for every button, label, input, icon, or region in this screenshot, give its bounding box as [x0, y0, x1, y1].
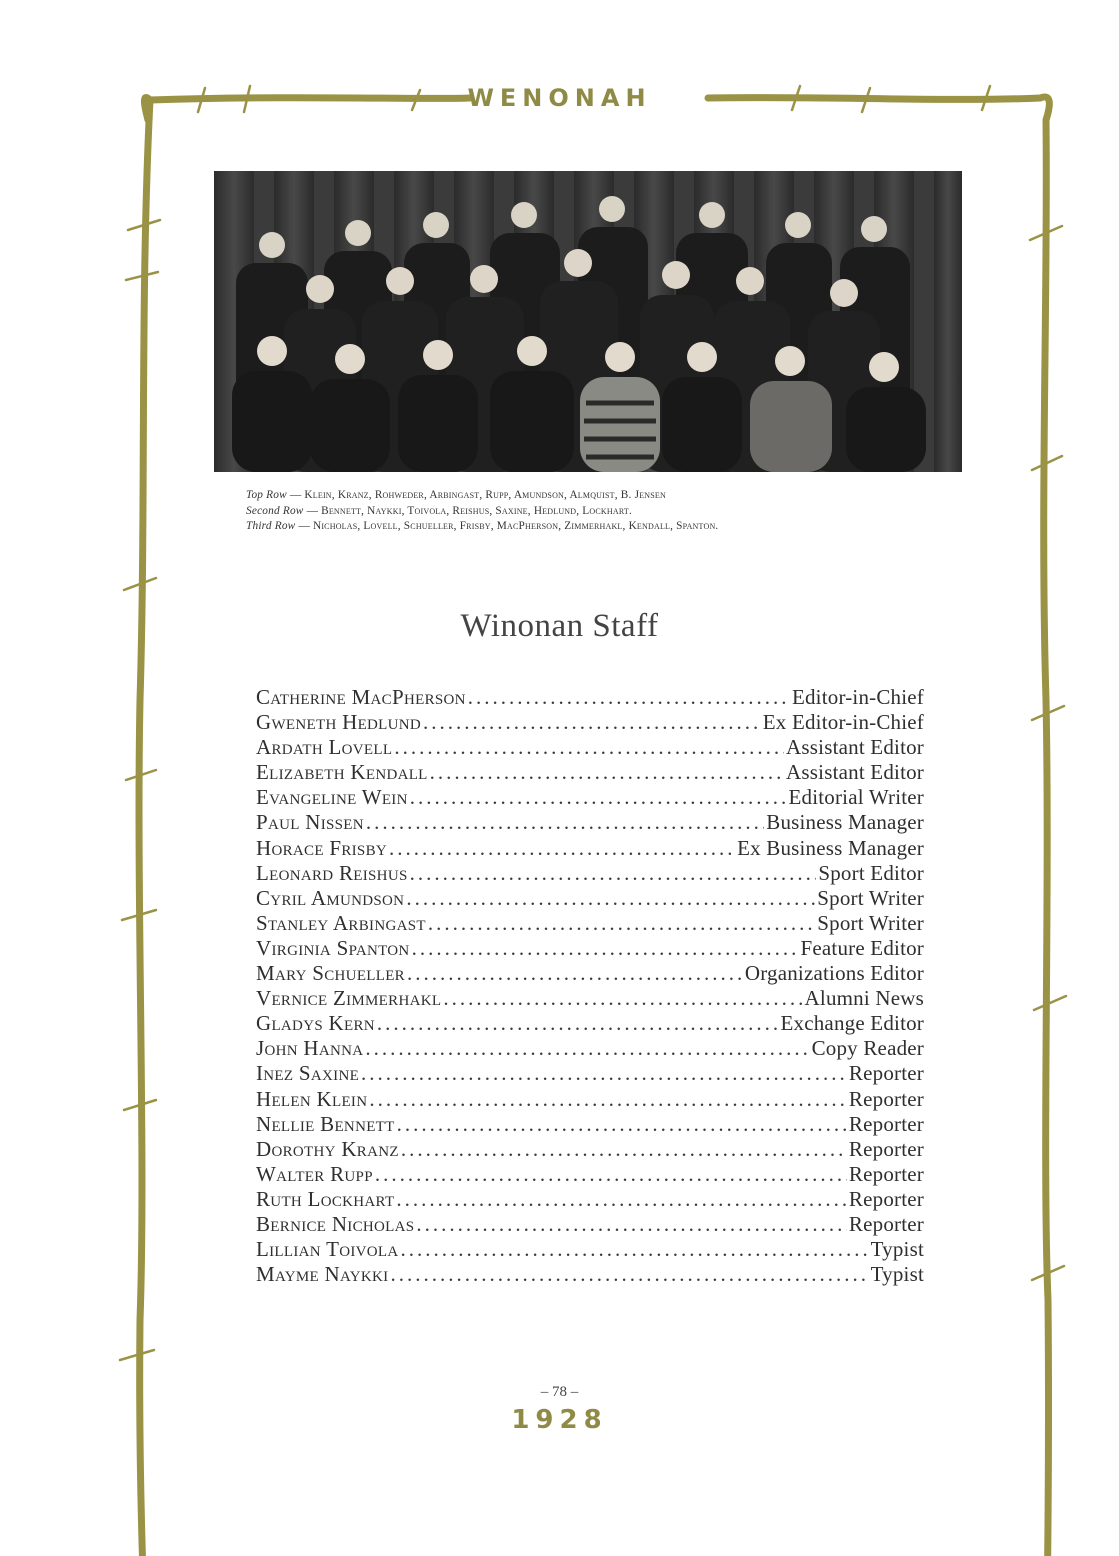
- staff-name: Walter Rupp: [256, 1161, 373, 1186]
- staff-name: Helen Klein: [256, 1086, 368, 1111]
- staff-name: Mayme Naykki: [256, 1262, 389, 1287]
- dot-leader: [443, 986, 802, 1011]
- staff-role: Ex Editor-in-Chief: [762, 710, 924, 735]
- staff-name: Mary Schueller: [256, 961, 405, 986]
- staff-group-photo: [214, 171, 962, 472]
- page-title: Winonan Staff: [460, 608, 659, 644]
- staff-name: Leonard Reishus: [256, 860, 408, 885]
- staff-name: Gladys Kern: [256, 1011, 375, 1036]
- year-wordmark: 1928: [511, 1405, 608, 1435]
- dot-leader: [410, 785, 787, 810]
- page-number: – 78 –: [540, 1384, 579, 1400]
- staff-name: Catherine MacPherson: [256, 685, 466, 709]
- dot-leader: [365, 1036, 809, 1061]
- staff-role: Typist: [870, 1262, 924, 1287]
- staff-role: Ex Business Manager: [737, 835, 924, 860]
- staff-entry: [256, 735, 924, 760]
- staff-entry: [256, 1237, 924, 1262]
- staff-entry: [256, 986, 924, 1011]
- staff-entry: [256, 1212, 924, 1237]
- staff-entry: [256, 710, 924, 735]
- dot-leader: [428, 911, 815, 936]
- dot-leader: [401, 1137, 847, 1162]
- staff-entry: [256, 1036, 924, 1061]
- dot-leader: [369, 1087, 847, 1112]
- staff-role: Editor-in-Chief: [791, 685, 924, 709]
- staff-entry: [256, 760, 924, 785]
- caption-row-top: Top Row — Klein, Kranz, Rohweder, Arbingast, Rupp, Amundson, Almquist, B. Jensen: [246, 489, 666, 501]
- dot-leader: [377, 1011, 779, 1036]
- dot-leader: [394, 735, 784, 760]
- dot-leader: [407, 961, 743, 986]
- staff-entry: [256, 961, 924, 986]
- staff-role: Reporter: [848, 1061, 924, 1086]
- staff-entry: [256, 1112, 924, 1137]
- staff-name: Stanley Arbingast: [256, 910, 426, 935]
- wenonah-wordmark: WENONAH: [467, 84, 652, 112]
- dot-leader: [397, 1112, 847, 1137]
- caption-row-second: Second Row — Bennett, Naykki, Toivola, Reishus, Saxine, Hedlund, Lockhart.: [246, 504, 633, 517]
- staff-name: Cyril Amundson: [256, 885, 405, 910]
- dot-leader: [366, 810, 764, 835]
- staff-entry: [256, 685, 924, 710]
- dot-leader: [401, 1237, 869, 1262]
- staff-name: Ruth Lockhart: [256, 1186, 395, 1211]
- staff-role: Typist: [870, 1237, 924, 1262]
- staff-role: Alumni News: [804, 986, 924, 1011]
- staff-role: Feature Editor: [800, 935, 924, 960]
- dot-leader: [412, 936, 799, 961]
- staff-entry: [256, 911, 924, 936]
- dot-leader: [423, 710, 761, 735]
- dot-leader: [430, 760, 784, 785]
- staff-role: Assistant Editor: [786, 735, 924, 760]
- staff-name: Paul Nissen: [256, 810, 364, 835]
- group-photo-illustration: [214, 171, 962, 472]
- staff-name: Gweneth Hedlund: [256, 710, 422, 735]
- staff-name: Nellie Bennett: [256, 1111, 395, 1136]
- staff-role: Reporter: [848, 1111, 924, 1136]
- staff-entry: [256, 1262, 924, 1287]
- staff-role: Reporter: [848, 1211, 924, 1236]
- photo-caption: [246, 488, 946, 535]
- staff-entry: [256, 1061, 924, 1086]
- staff-role: Reporter: [848, 1186, 924, 1211]
- caption-row-third: Third Row — Nicholas, Lovell, Schueller, Frisby, MacPherson, Zimmerhakl, Kendall, Spanton.: [246, 520, 719, 533]
- staff-name: Vernice Zimmerhakl: [256, 986, 442, 1011]
- staff-name: John Hanna: [256, 1036, 364, 1061]
- staff-role: Exchange Editor: [780, 1011, 924, 1036]
- staff-name: Ardath Lovell: [256, 735, 393, 760]
- staff-name: Virginia Spanton: [256, 935, 410, 960]
- staff-name: Horace Frisby: [256, 835, 388, 860]
- staff-entry: [256, 1187, 924, 1212]
- staff-name: Lillian Toivola: [256, 1237, 399, 1262]
- staff-role: Assistant Editor: [786, 760, 924, 785]
- staff-entry: [256, 810, 924, 835]
- dot-leader: [468, 685, 790, 710]
- staff-entry: [256, 785, 924, 810]
- staff-name: Bernice Nicholas: [256, 1211, 415, 1236]
- dot-leader: [361, 1061, 847, 1086]
- staff-entry: [256, 1137, 924, 1162]
- staff-role: Reporter: [848, 1136, 924, 1161]
- dot-leader: [389, 836, 735, 861]
- staff-role: Organizations Editor: [744, 961, 924, 986]
- staff-list: [256, 685, 924, 1287]
- dot-leader: [396, 1187, 847, 1212]
- staff-entry: [256, 836, 924, 861]
- dot-leader: [406, 886, 815, 911]
- dot-leader: [410, 861, 817, 886]
- staff-entry: [256, 1162, 924, 1187]
- staff-role: Sport Writer: [817, 910, 924, 935]
- staff-role: Reporter: [848, 1086, 924, 1111]
- staff-name: Elizabeth Kendall: [256, 760, 428, 785]
- staff-entry: [256, 1011, 924, 1036]
- staff-name: Dorothy Kranz: [256, 1136, 399, 1161]
- staff-name: Evangeline Wein: [256, 785, 408, 810]
- dot-leader: [390, 1262, 868, 1287]
- staff-entry: [256, 936, 924, 961]
- staff-role: Reporter: [848, 1161, 924, 1186]
- staff-entry: [256, 861, 924, 886]
- staff-entry: [256, 1087, 924, 1112]
- staff-role: Business Manager: [766, 810, 924, 835]
- staff-role: Sport Writer: [817, 885, 924, 910]
- staff-name: Inez Saxine: [256, 1061, 360, 1086]
- dot-leader: [375, 1162, 847, 1187]
- staff-role: Editorial Writer: [788, 785, 924, 810]
- staff-role: Copy Reader: [811, 1036, 924, 1061]
- staff-entry: [256, 886, 924, 911]
- staff-role: Sport Editor: [818, 860, 924, 885]
- dot-leader: [416, 1212, 847, 1237]
